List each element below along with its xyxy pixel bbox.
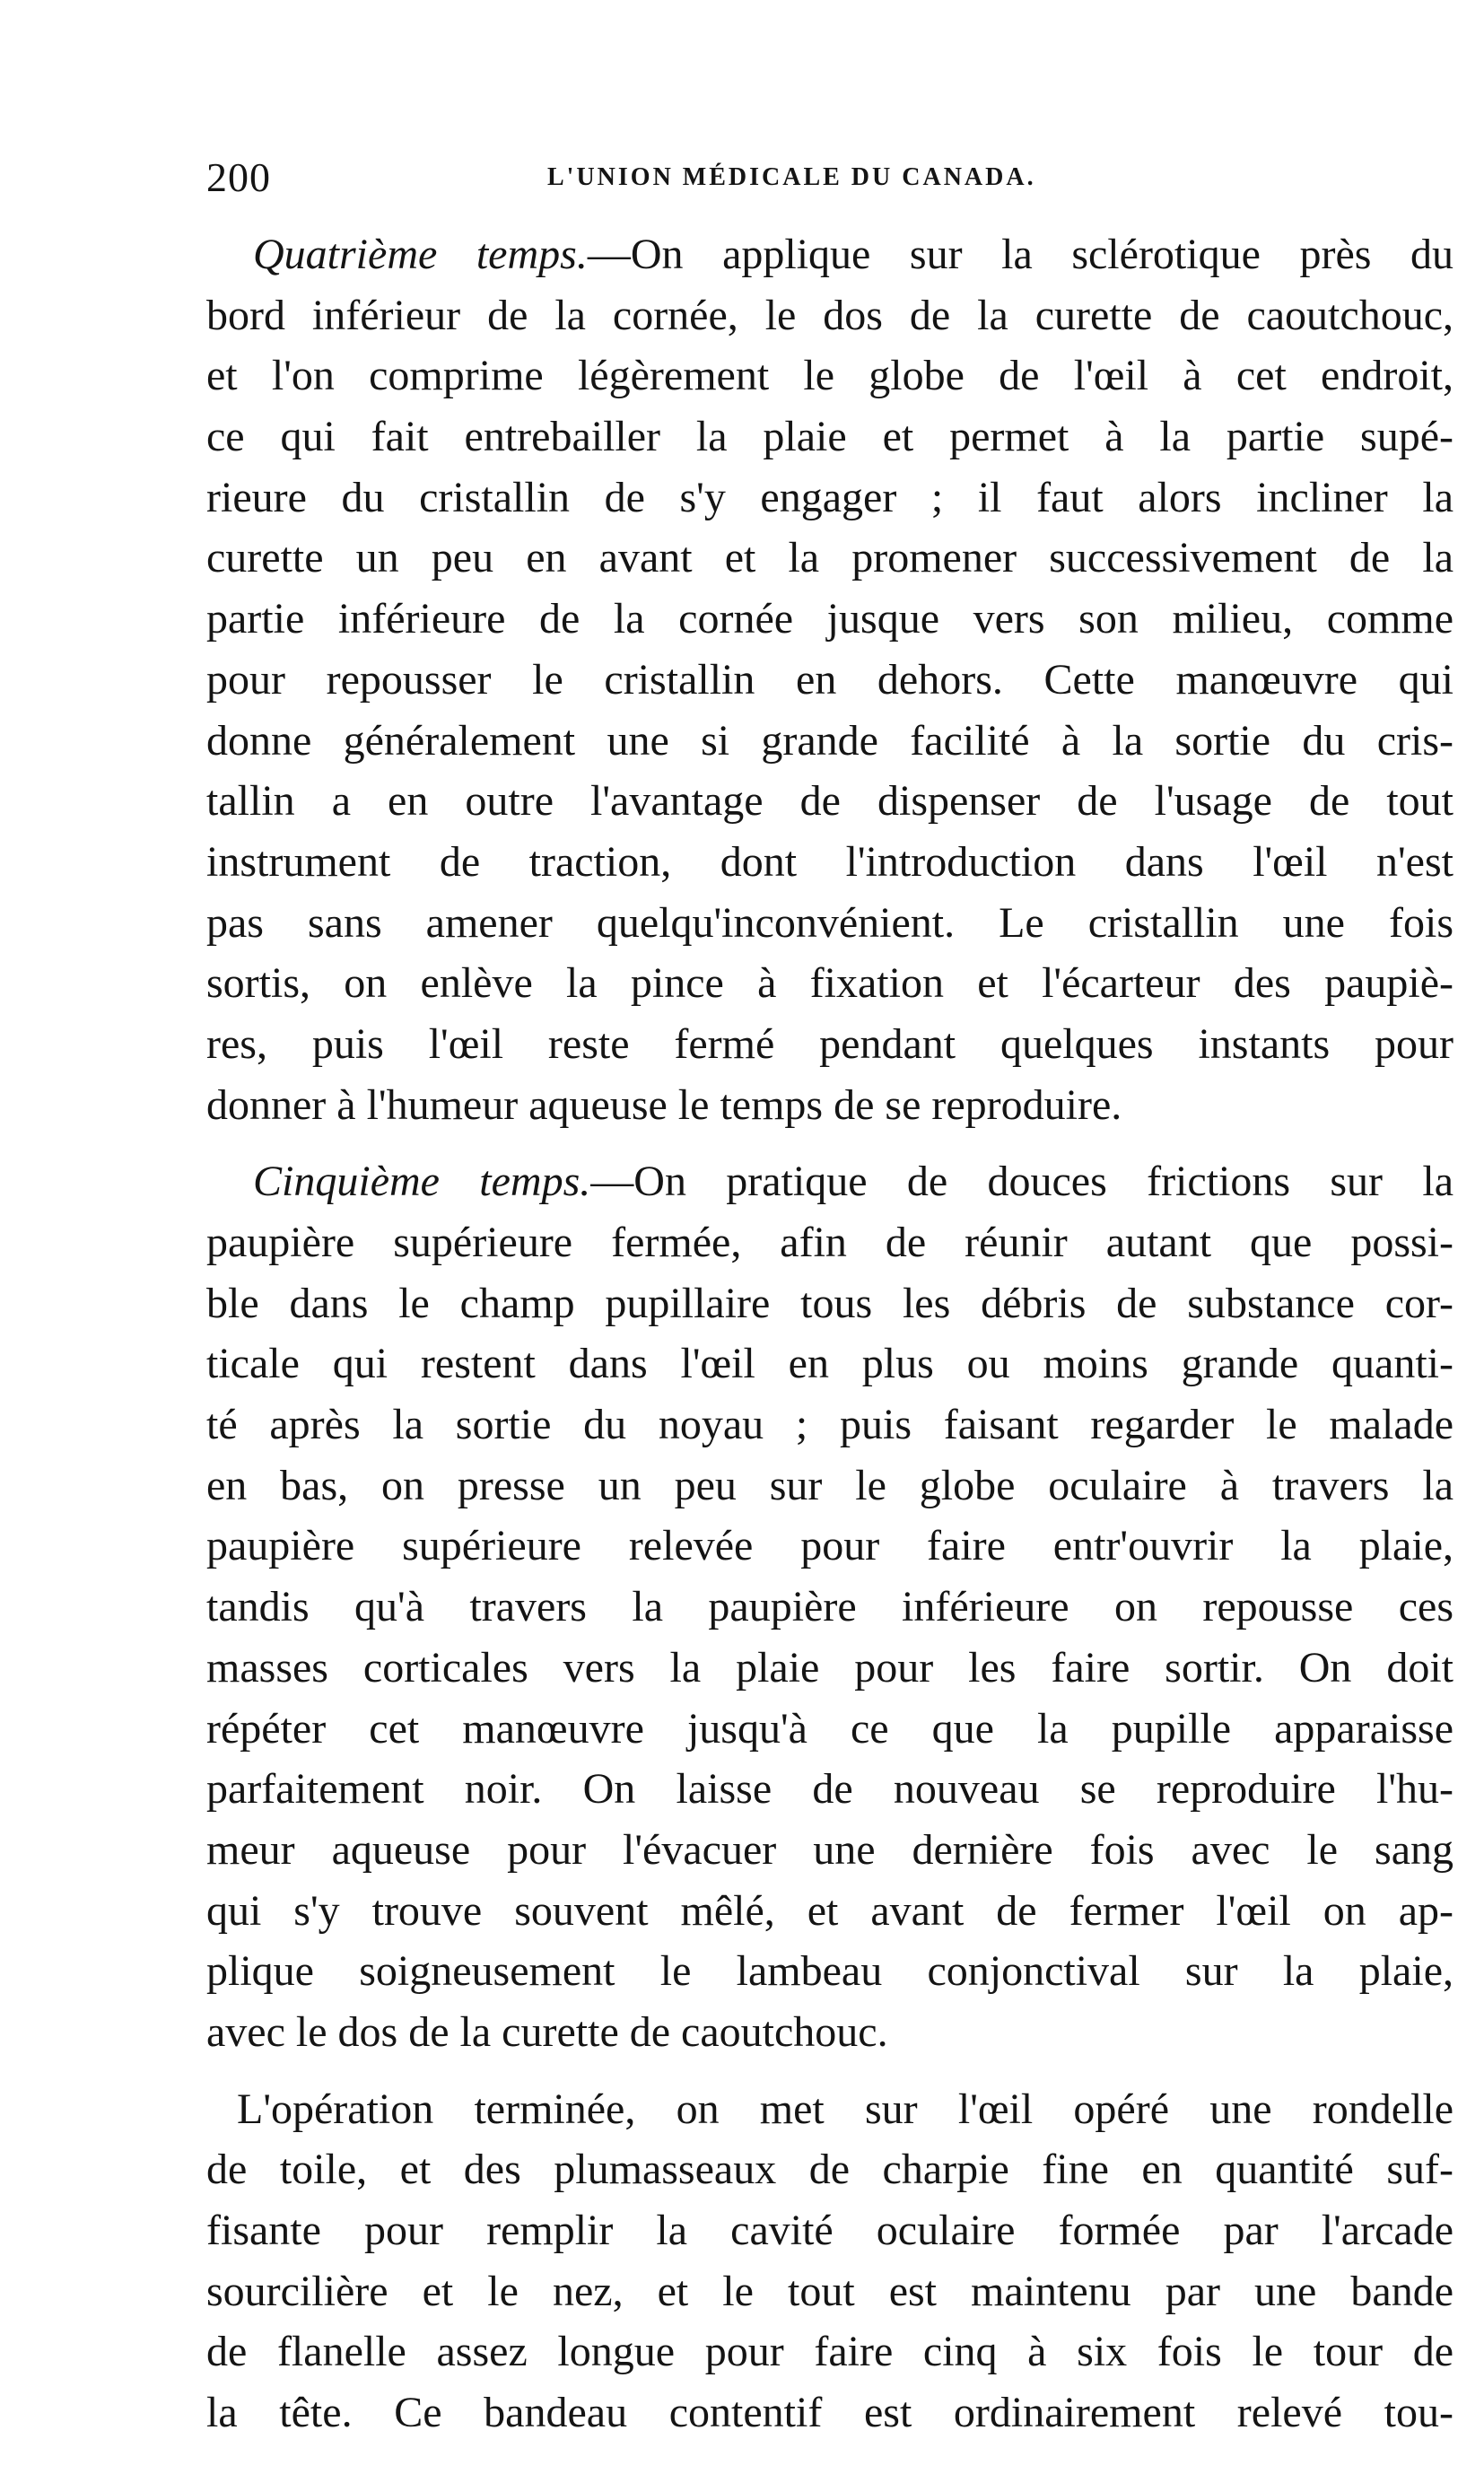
text-line: té après la sortie du noyau ; puis faisant regarder le malade xyxy=(206,1401,1453,1449)
text-line: tallin a en outre l'avantage de dispenser de l'usage de tout xyxy=(206,777,1453,826)
section-lead: Quatrième temps. xyxy=(253,231,588,278)
text-line: masses corticales vers la plaie pour les faire sortir. On doit xyxy=(206,1643,1453,1692)
text-line: pas sans amener quelqu'inconvénient. Le cristallin une fois xyxy=(206,898,1453,947)
text-line: tandis qu'à travers la paupière inférieure on repousse ces xyxy=(206,1583,1453,1631)
body-text xyxy=(206,224,1453,2443)
text-line: ce qui fait entrebailler la plaie et permet à la partie supé- xyxy=(206,413,1453,461)
text-line: res, puis l'œil reste fermé pendant quelques instants pour xyxy=(206,1019,1453,1068)
text-line: de flanelle assez longue pour faire cinq à six fois le tour de xyxy=(206,2328,1453,2376)
text-line: de toile, et des plumasseaux de charpie fine en quantité suf- xyxy=(206,2146,1453,2194)
text-line: la tête. Ce bandeau contentif est ordinairement relevé tou- xyxy=(206,2389,1453,2437)
text-line: instrument de traction, dont l'introduction dans l'œil n'est xyxy=(206,837,1453,886)
text-line: bord inférieur de la cornée, le dos de la curette de caoutchouc, xyxy=(206,291,1453,339)
text-line: paupière supérieure relevée pour faire entr'ouvrir la plaie, xyxy=(206,1522,1453,1570)
text-line: donne généralement une si grande facilité à la sortie du cris- xyxy=(206,716,1453,765)
page-number: 200 xyxy=(206,154,271,200)
text-line: donner à l'humeur aqueuse le temps de se reproduire. xyxy=(206,1080,1122,1129)
paragraph-operation-terminee xyxy=(206,2079,1453,2443)
section-lead: Cinquième temps. xyxy=(253,1158,591,1206)
text-line: qui s'y trouve souvent mêlé, et avant de fermer l'œil on ap- xyxy=(206,1886,1453,1935)
text-line: paupière supérieure fermée, afin de réunir autant que possi- xyxy=(206,1219,1453,1266)
text-line: sortis, on enlève la pince à fixation et l'écarteur des paupiè- xyxy=(206,959,1453,1008)
text-line: L'opération terminée, on met sur l'œil opéré une rondelle xyxy=(237,2085,1453,2133)
text-line: curette un peu en avant et la promener successivement de la xyxy=(206,534,1453,582)
paragraph-cinquieme-temps xyxy=(206,1151,1453,2062)
text-line: meur aqueuse pour l'évacuer une dernière fois avec le sang xyxy=(206,1825,1453,1874)
text-line: et l'on comprime légèrement le globe de l'œil à cet endroit, xyxy=(206,352,1453,400)
text-line: pour repousser le cristallin en dehors. Cette manœuvre qui xyxy=(206,655,1453,704)
text-line: parfaitement noir. On laisse de nouveau se reproduire l'hu- xyxy=(206,1765,1453,1814)
text-line: plique soigneusement le lambeau conjonctival sur la plaie, xyxy=(206,1947,1453,1996)
text-line: rieure du cristallin de s'y engager ; il faut alors incliner la xyxy=(206,473,1453,521)
text-line: ticale qui restent dans l'œil en plus ou moins grande quanti- xyxy=(206,1340,1453,1388)
text-line: ble dans le champ pupillaire tous les débris de substance cor- xyxy=(206,1279,1453,1327)
paragraph-quatrieme-temps xyxy=(206,224,1453,1135)
text-line: en bas, on presse un peu sur le globe oculaire à travers la xyxy=(206,1461,1453,1509)
text-line: avec le dos de la curette de caoutchouc. xyxy=(206,2007,888,2056)
text-line: partie inférieure de la cornée jusque vers son milieu, comme xyxy=(206,595,1453,643)
journal-title: L'UNION MÉDICALE DU CANADA. xyxy=(547,163,1036,191)
text-line: Cinquième temps.—On pratique de douces frictions sur la xyxy=(253,1158,1453,1206)
running-head xyxy=(206,153,1130,203)
text-line: fisante pour remplir la cavité oculaire formée par l'arcade xyxy=(206,2207,1453,2254)
text-line: répéter cet manœuvre jusqu'à ce que la pupille apparaisse xyxy=(206,1704,1453,1753)
text-line: Quatrième temps.—On applique sur la sclérotique près du xyxy=(253,231,1453,278)
text-line: sourcilière et le nez, et le tout est maintenu par une bande xyxy=(206,2267,1453,2315)
